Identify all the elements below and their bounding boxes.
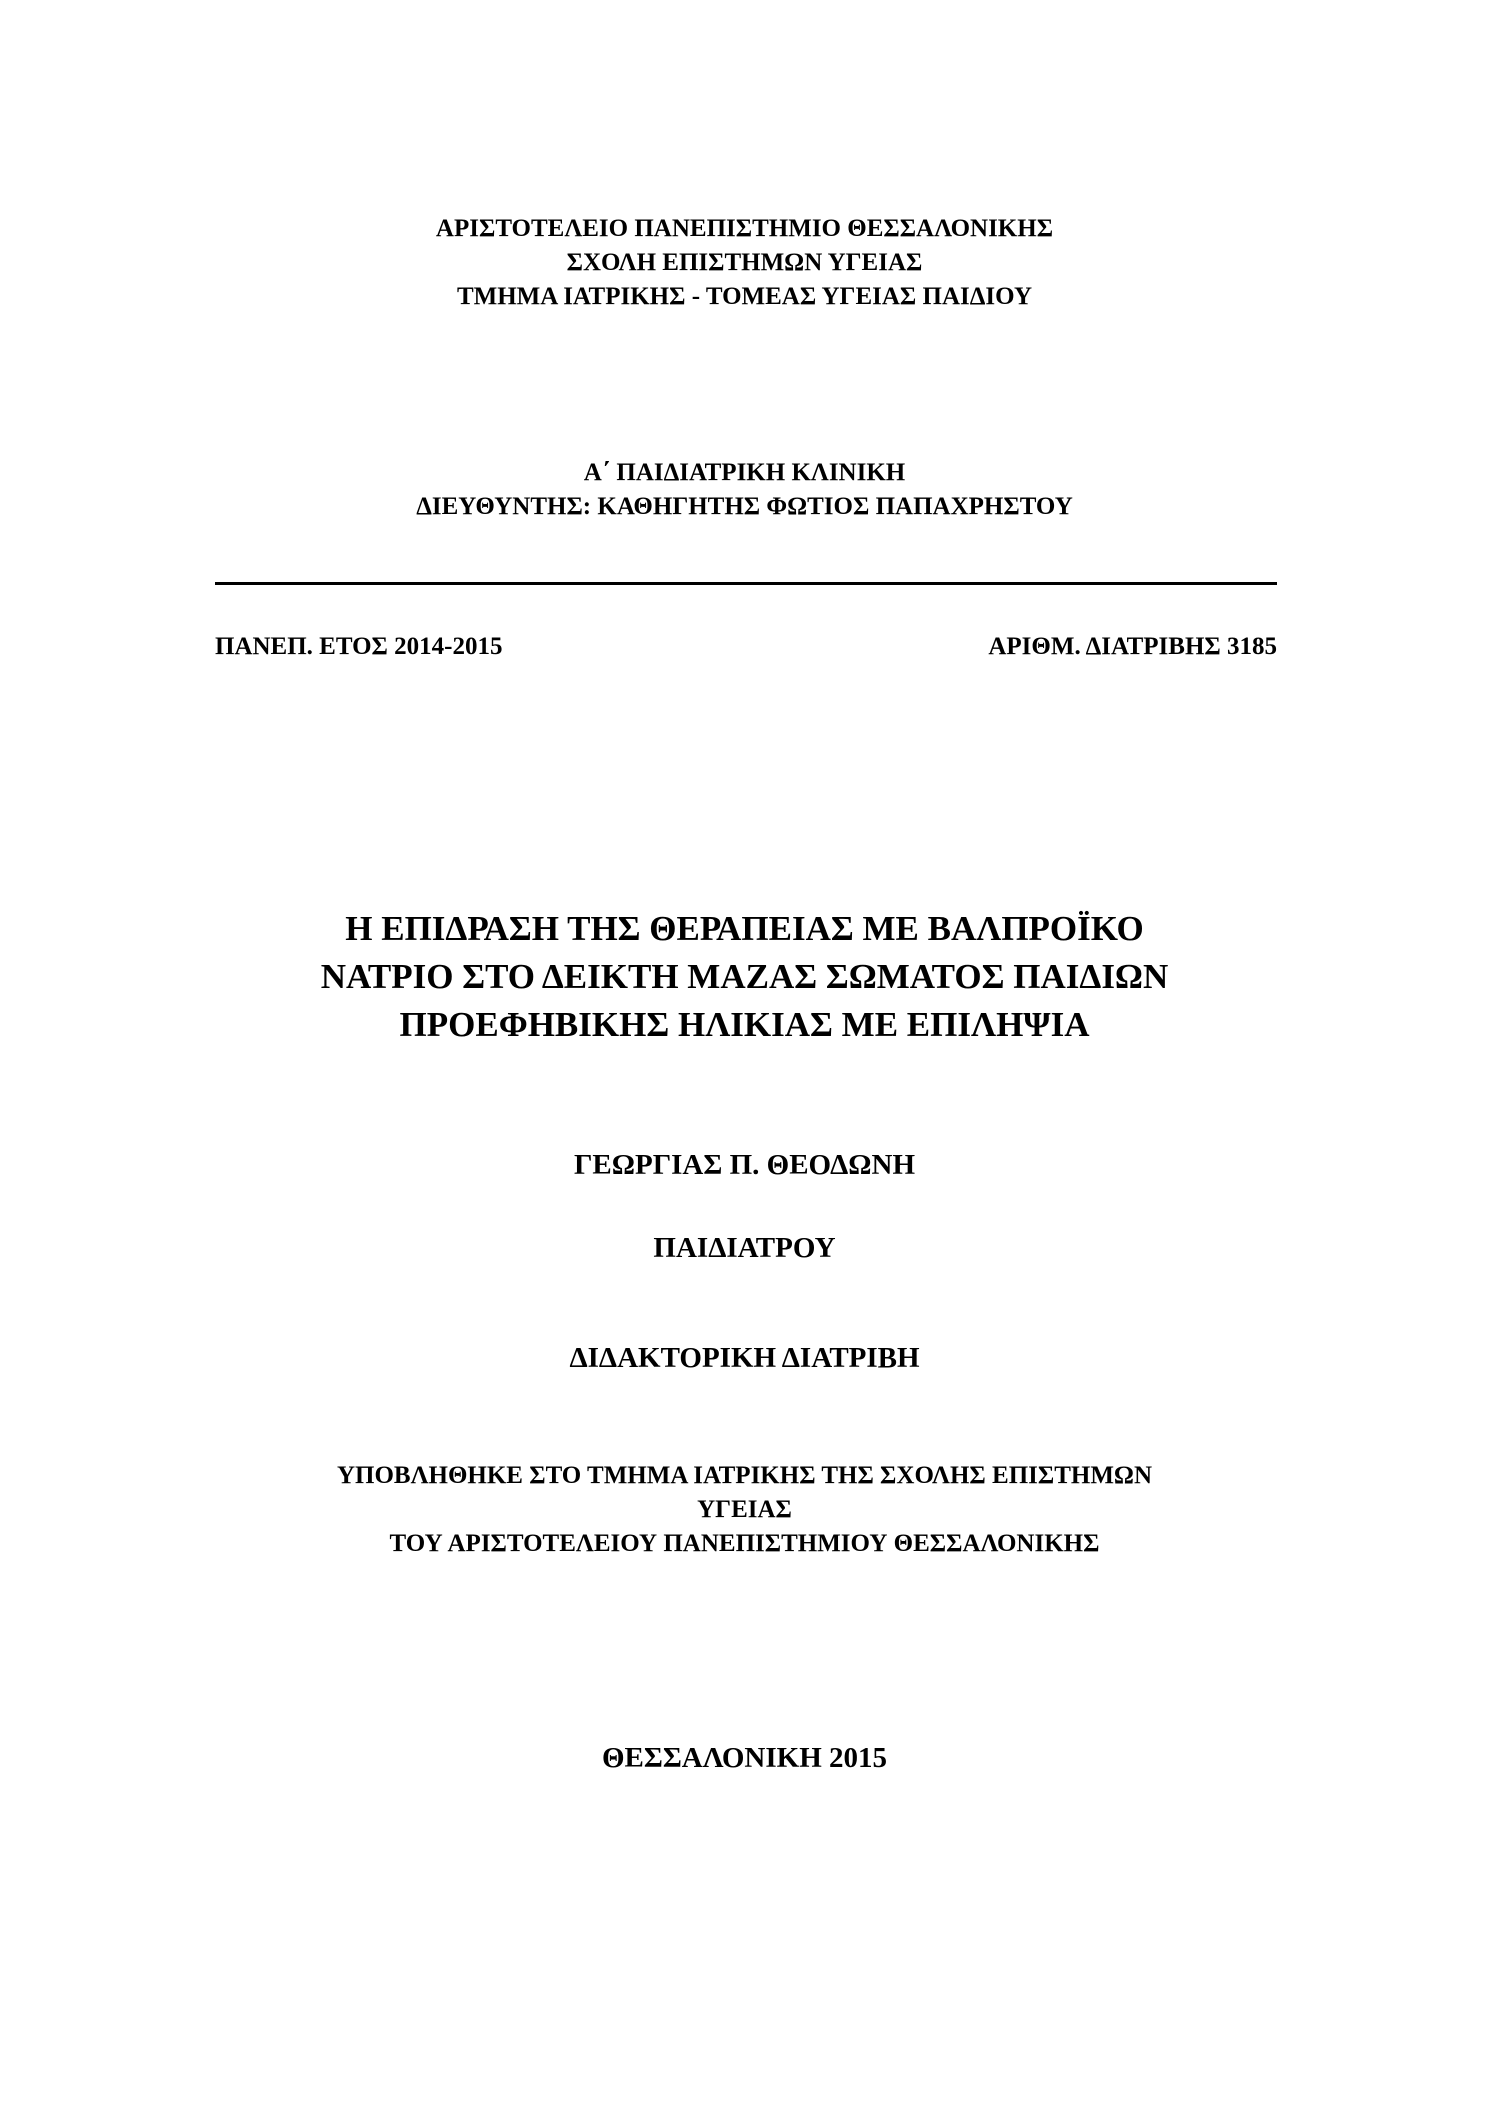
thesis-number: ΑΡΙΘΜ. ΔΙΑΤΡΙΒΗΣ 3185: [988, 633, 1277, 660]
author-name: ΓΕΩΡΓΙΑΣ Π. ΘΕΟΔΩΝΗ: [573, 1149, 916, 1181]
horizontal-divider: [215, 582, 1277, 585]
academic-year: ΠΑΝΕΠ. ΕΤΟΣ 2014-2015: [215, 633, 503, 660]
place-and-year: ΘΕΣΣΑΛΟΝΙΚΗ 2015: [601, 1742, 887, 1774]
title-line: ΝΑΤΡΙΟ ΣΤΟ ΔΕΙΚΤΗ ΜΑΖΑΣ ΣΩΜΑΤΟΣ ΠΑΙΔΙΩΝ: [320, 957, 1169, 996]
author-specialty: ΠΑΙΔΙΑΤΡΟΥ: [653, 1232, 836, 1264]
document-type: ΔΙΔΑΚΤΟΡΙΚΗ ΔΙΑΤΡΙΒΗ: [569, 1342, 920, 1374]
submission-line: ΤΟΥ ΑΡΙΣΤΟΤΕΛΕΙΟΥ ΠΑΝΕΠΙΣΤΗΜΙΟΥ ΘΕΣΣΑΛΟΝΙΚΗΣ: [389, 1530, 1100, 1557]
clinic-name: Α΄ ΠΑΙΔΙΑΤΡΙΚΗ ΚΛΙΝΙΚΗ: [583, 459, 906, 486]
thesis-title: [0, 905, 1489, 1049]
title-line: Η ΕΠΙΔΡΑΣΗ ΤΗΣ ΘΕΡΑΠΕΙΑΣ ΜΕ ΒΑΛΠΡΟΪΚΟ: [345, 909, 1144, 948]
department-name: ΤΜΗΜΑ ΙΑΤΡΙΚΗΣ - ΤΟΜΕΑΣ ΥΓΕΙΑΣ ΠΑΙΔΙΟΥ: [456, 283, 1033, 310]
university-name: ΑΡΙΣΤΟΤΕΛΕΙΟ ΠΑΝΕΠΙΣΤΗΜΙΟ ΘΕΣΣΑΛΟΝΙΚΗΣ: [435, 215, 1054, 242]
submission-statement: [0, 1459, 1489, 1561]
institution-header: [0, 212, 1489, 314]
submission-line: ΥΠΟΒΛΗΘΗΚΕ ΣΤΟ ΤΜΗΜΑ ΙΑΤΡΙΚΗΣ ΤΗΣ ΣΧΟΛΗΣ ΕΠΙΣΤΗΜΩΝ: [336, 1462, 1153, 1489]
clinic-info: [0, 456, 1489, 524]
clinic-director: ΔΙΕΥΘΥΝΤΗΣ: ΚΑΘΗΓΗΤΗΣ ΦΩΤΙΟΣ ΠΑΠΑΧΡΗΣΤΟΥ: [416, 493, 1073, 520]
school-name: ΣΧΟΛΗ ΕΠΙΣΤΗΜΩΝ ΥΓΕΙΑΣ: [566, 249, 923, 276]
title-line: ΠΡΟΕΦΗΒΙΚΗΣ ΗΛΙΚΙΑΣ ΜΕ ΕΠΙΛΗΨΙΑ: [399, 1005, 1090, 1044]
submission-line: ΥΓΕΙΑΣ: [697, 1496, 792, 1523]
